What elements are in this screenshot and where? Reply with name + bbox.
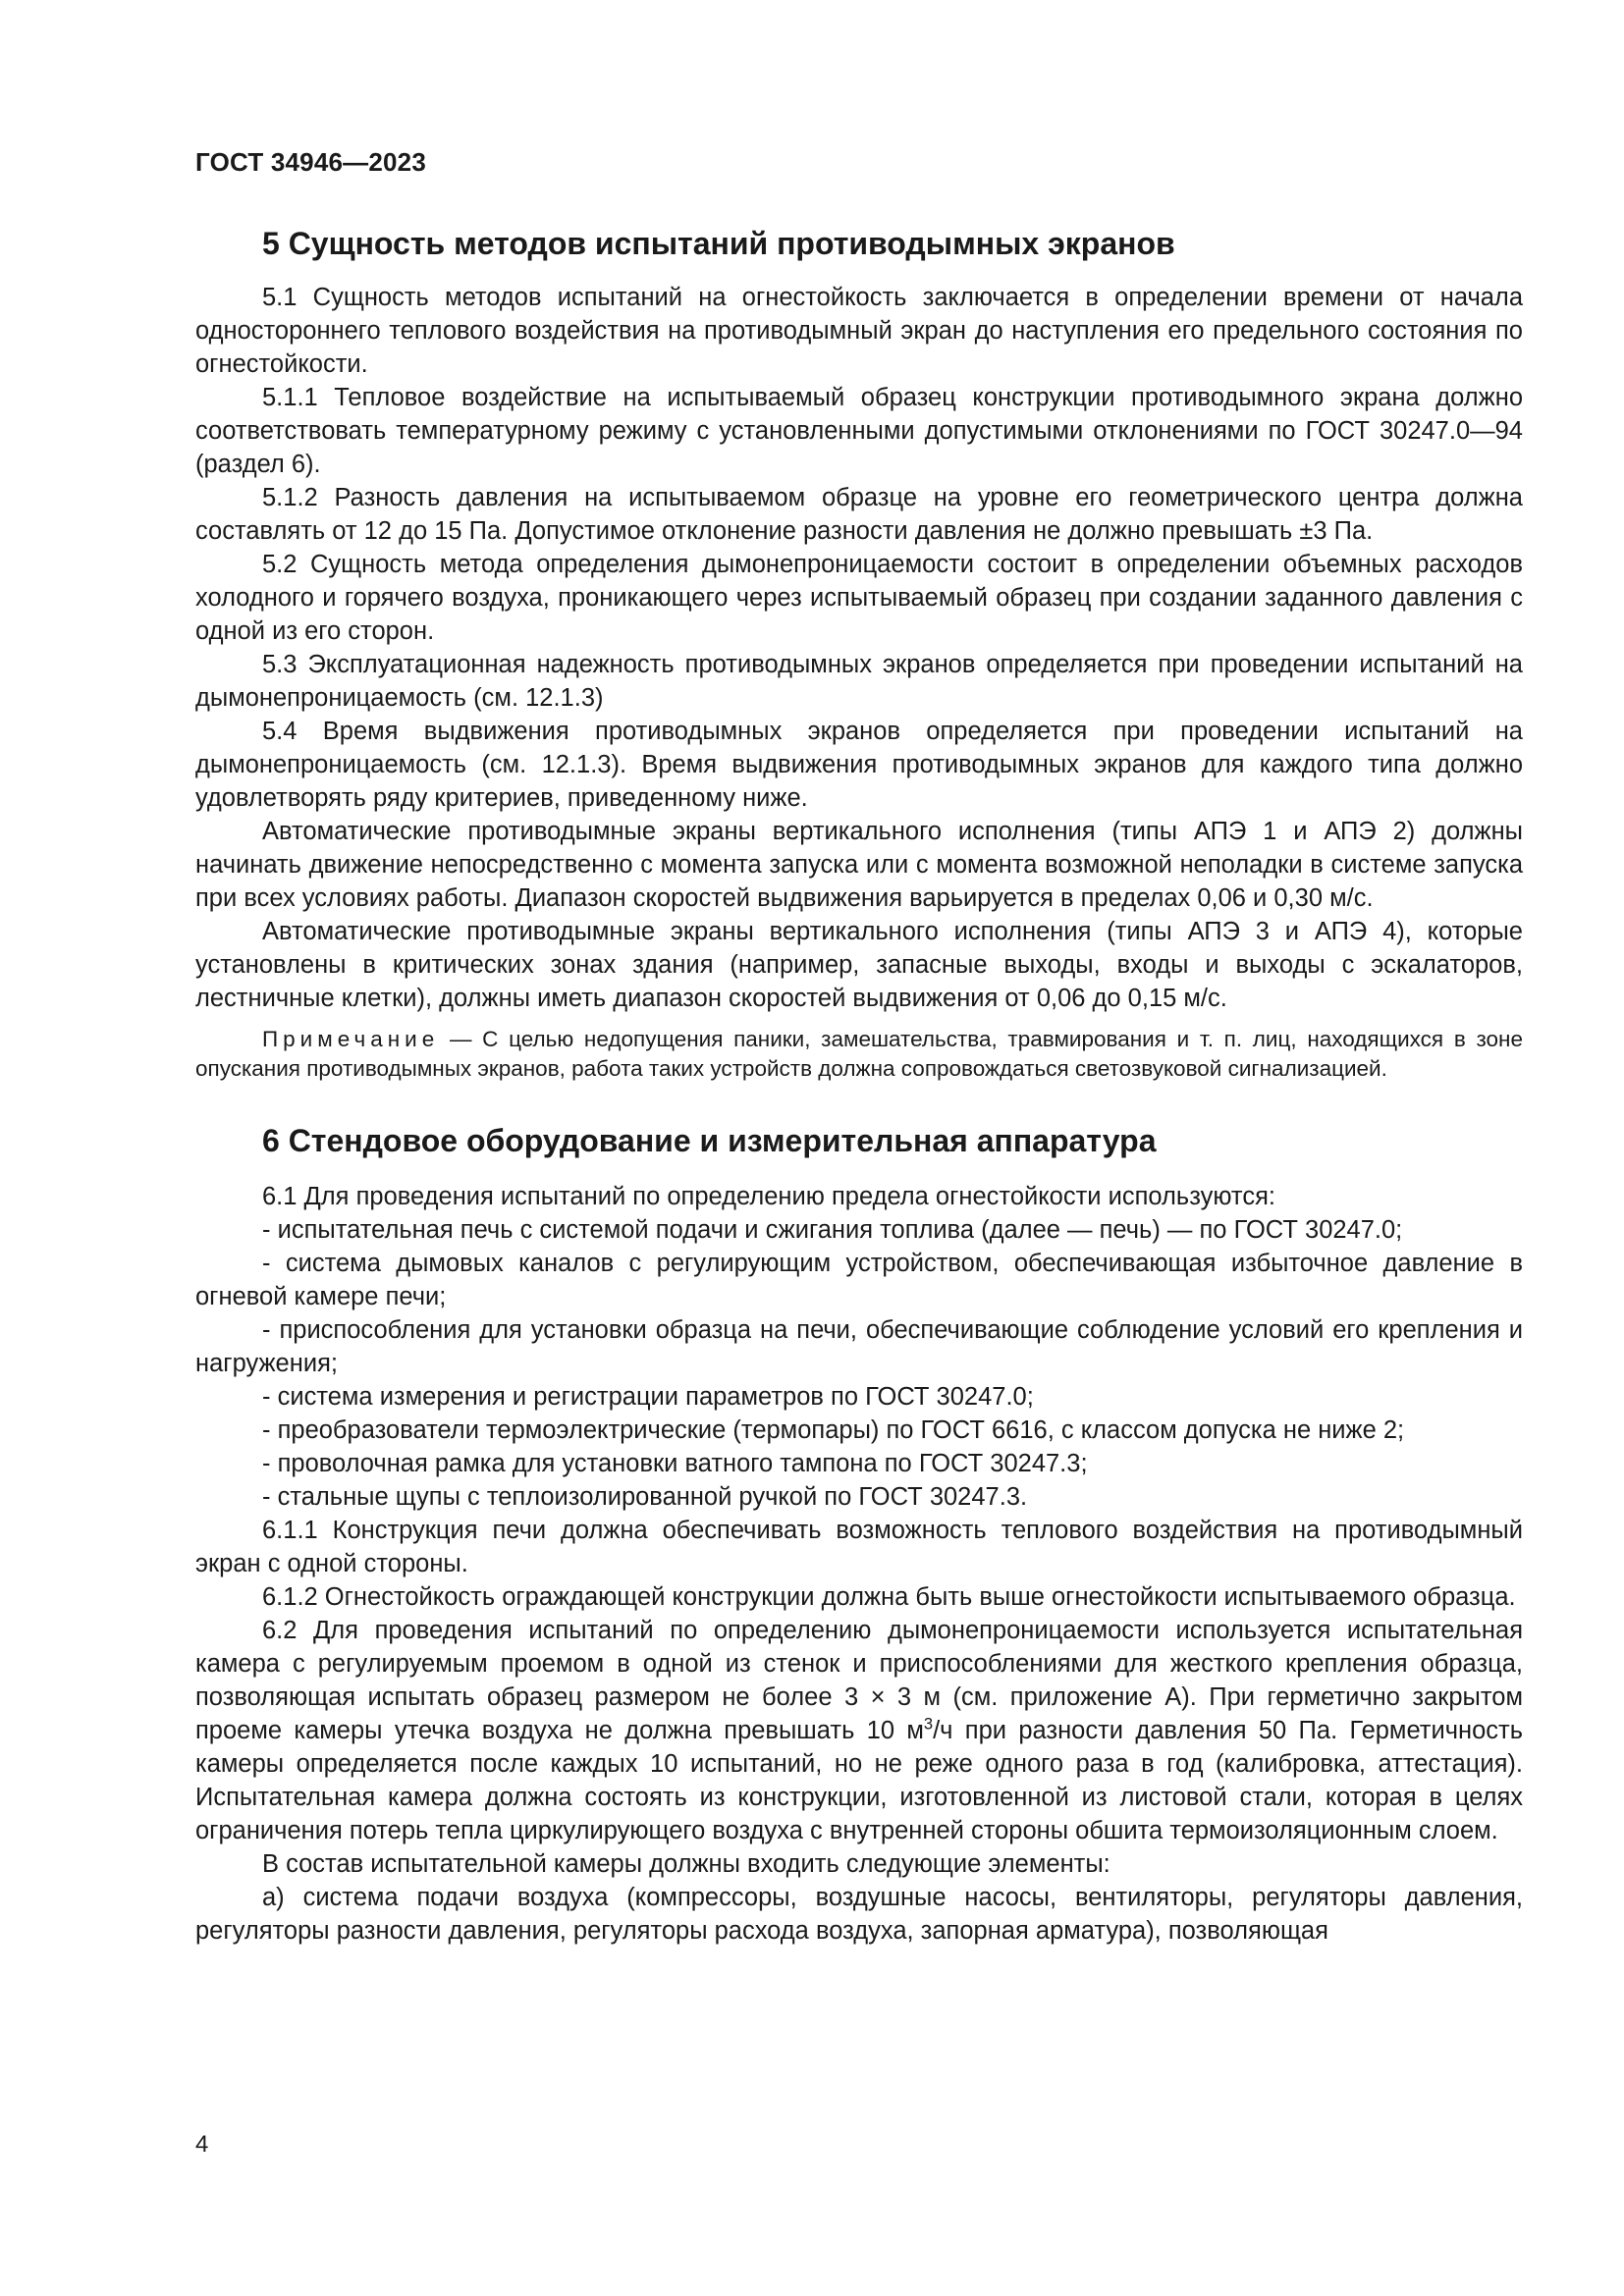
paragraph-5-3: 5.3 Эксплуатационная надежность противодымных экранов определяется при проведении испытаний на дымонепроницаемость (см. 12.1.3) xyxy=(195,651,1523,712)
paragraph-5-1-2: 5.1.2 Разность давления на испытываемом образце на уровне его геометрического центра должна составлять от 12 до 15 Па. Допустимое отклонение разности давления не должно превышать ±3 Па. xyxy=(195,484,1523,545)
paragraph-5-2: 5.2 Сущность метода определения дымонепроницаемости состоит в определении объемных расходов холодного и горячего воздуха, проникающего через испытываемый образец при создании заданного давления с одной из его сторон. xyxy=(195,551,1523,645)
list-item-steel-probes: - стальные щупы с теплоизолированной ручкой по ГОСТ 30247.3. xyxy=(262,1483,1028,1511)
note-label: Примечание xyxy=(262,1027,440,1051)
note xyxy=(195,1025,1523,1084)
paragraph-6-2 xyxy=(195,1614,1523,1847)
section-6-heading: 6 Стендовое оборудование и измерительная аппаратура xyxy=(262,1123,1157,1158)
list-item-a: а) система подачи воздуха (компрессоры, воздушные насосы, вентиляторы, регуляторы давления, регуляторы разности давления, регуляторы расхода воздуха, запорная арматура), позволяющая xyxy=(195,1884,1523,1945)
paragraph-5-1-1: 5.1.1 Тепловое воздействие на испытываемый образец конструкции противодымного экрана должно соответствовать температурному режиму с установленными допустимыми отклонениями по ГОСТ 30247.0—94 (раздел 6). xyxy=(195,384,1523,478)
paragraph-ape-1-2: Автоматические противодымные экраны вертикального исполнения (типы АПЭ 1 и АПЭ 2) должны начинать движение непосредственно с момента запуска или с момента возможной неполадки в системе запуска при всех условиях работы. Диапазон скоростей выдвижения варьируется в пределах 0,06 и 0,30 м/с. xyxy=(195,818,1523,912)
paragraph-6-2-part-1: 6.2 Для проведения испытаний по определению дымонепроницаемости используется испытательная камера с регулируемым проемом в одной из стенок и приспособлениями для жесткого крепления образца, позволяющая испытать образец размером не более 3 × 3 м (см. приложение А). При герметично закрытом проеме камеры утечка воздуха не должна превышать 10 м xyxy=(195,1617,1523,1744)
paragraph-6-1: 6.1 Для проведения испытаний по определению предела огнестойкости используются: xyxy=(262,1183,1275,1210)
paragraph-5-4: 5.4 Время выдвижения противодымных экранов определяется при проведении испытаний на дымонепроницаемость (см. 12.1.3). Время выдвижения противодымных экранов для каждого типа должно удовлетворять ряду критериев, приведенному ниже. xyxy=(195,718,1523,812)
list-item-measurement-system: - система измерения и регистрации параметров по ГОСТ 30247.0; xyxy=(262,1383,1034,1411)
page-body xyxy=(195,224,1523,1948)
note-text: — С целью недопущения паники, замешательства, травмирования и т. п. лиц, находящихся в зоне опускания противодымных экранов, работа таких устройств должна сопровождаться светозвуковой сигнализацией. xyxy=(195,1027,1523,1081)
list-item-fixtures: - приспособления для установки образца на печи, обеспечивающие соблюдение условий его крепления и нагружения; xyxy=(195,1316,1523,1377)
paragraph-ape-3-4: Автоматические противодымные экраны вертикального исполнения (типы АПЭ 3 и АПЭ 4), которые установлены в критических зонах здания (например, запасные выходы, входы и выходы с эскалаторов, лестничные клетки), должны иметь диапазон скоростей выдвижения от 0,06 до 0,15 м/с. xyxy=(195,918,1523,1012)
paragraph-6-2-part-2: /ч при разности давления 50 Па. Герметичность камеры определяется после каждых 10 испытаний, но не реже одного раза в год (калибровка, аттестация). Испытательная камера должна состоять из конструкции, изготовленной из листовой стали, которая в целях ограничения потерь тепла циркулирующего воздуха с внутренней стороны обшита термоизоляционным слоем. xyxy=(195,1717,1523,1844)
paragraph-composition: В состав испытательной камеры должны входить следующие элементы: xyxy=(262,1850,1110,1878)
paragraph-5-1: 5.1 Сущность методов испытаний на огнестойкость заключается в определении времени от начала одностороннего теплового воздействия на противодымный экран до наступления его предельного состояния по огнестойкости. xyxy=(195,284,1523,378)
paragraph-6-1-1: 6.1.1 Конструкция печи должна обеспечивать возможность теплового воздействия на противодымный экран с одной стороны. xyxy=(195,1517,1523,1577)
section-5-heading: 5 Сущность методов испытаний противодымных экранов xyxy=(262,226,1175,261)
page-number: 4 xyxy=(195,2131,209,2158)
list-item-smoke-channels: - система дымовых каналов с регулирующим устройством, обеспечивающая избыточное давление в огневой камере печи; xyxy=(195,1250,1523,1310)
list-item-furnace: - испытательная печь с системой подачи и сжигания топлива (далее — печь) — по ГОСТ 30247.0; xyxy=(262,1216,1403,1244)
superscript-3: 3 xyxy=(923,1714,934,1734)
document-code: ГОСТ 34946—2023 xyxy=(195,147,426,177)
paragraph-6-1-2: 6.1.2 Огнестойкость ограждающей конструкции должна быть выше огнестойкости испытываемого образца. xyxy=(262,1583,1516,1611)
list-item-wire-frame: - проволочная рамка для установки ватного тампона по ГОСТ 30247.3; xyxy=(262,1450,1088,1477)
list-item-thermocouples: - преобразователи термоэлектрические (термопары) по ГОСТ 6616, с классом допуска не ниже 2; xyxy=(262,1416,1405,1444)
